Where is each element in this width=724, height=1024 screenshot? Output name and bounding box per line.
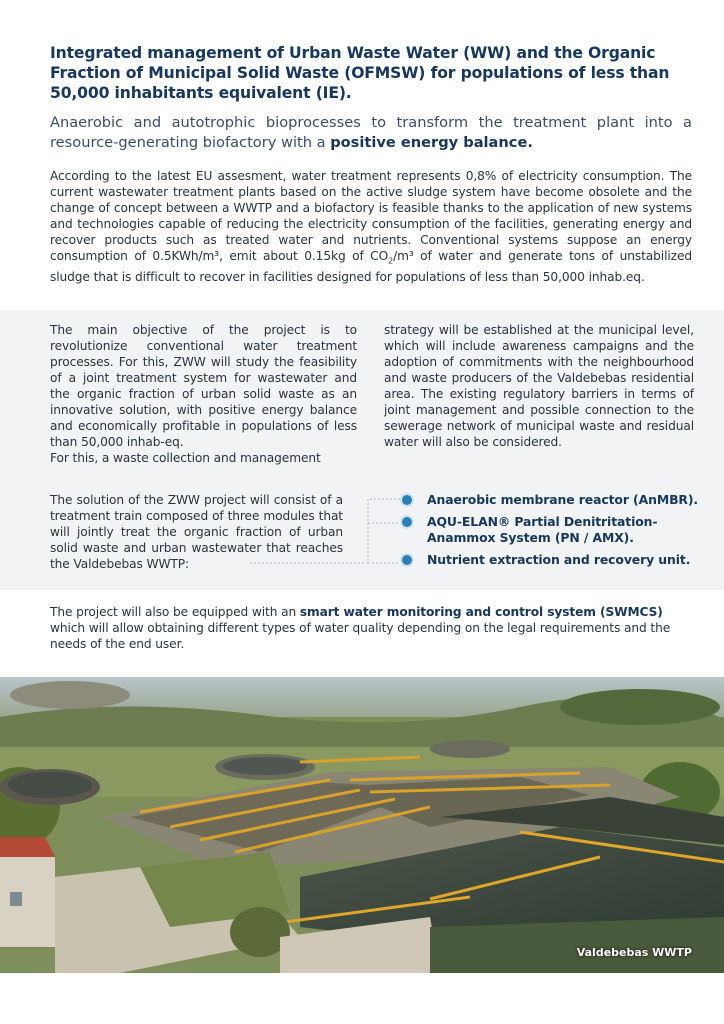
module-item-nutrient <box>402 552 712 568</box>
bullet-icon <box>402 555 412 565</box>
closing-paragraph <box>50 604 694 652</box>
module-item-anmbr <box>402 492 712 508</box>
objective-right-column: strategy will be established at the municipal level, which will include awareness campaigns and the adoption of commitments with the neighbourhood and waste producers of the Valdebebas residential area. The existing regulatory barriers in terms of joint management and possible connection to the sewerage network of municipal waste and residual water will also be considered. <box>384 323 694 449</box>
subtitle <box>50 113 692 153</box>
subtitle-highlight: positive energy balance. <box>330 134 533 151</box>
photo-caption: Valdebebas WWTP <box>576 946 692 959</box>
objective-main-text: The main objective of the project is to revolutionize conventional water treatment processes. For this, ZWW will study the feasibility of a joint treatment system for wastewater and the organic fraction of urban solid waste as an innovative solution, with positive energy balance and economically profitable in populations of less than 50,000 inhab-eq. <box>50 323 357 449</box>
module-item-pn-amx <box>402 514 712 546</box>
module-label: AQU-ELAN® Partial Denitritation-Anammox System (PN / AMX). <box>427 514 658 545</box>
intro-text-2: /m³ of water and generate tons of unstabilized sludge that is difficult to recover in facilities designed for populations of less than 50,000 inhab.eq. <box>50 249 692 285</box>
objective-tail-text: For this, a waste collection and management <box>50 451 321 465</box>
module-connector-lines <box>250 495 410 565</box>
wwtp-photo <box>0 677 724 973</box>
objective-left-column <box>50 322 357 466</box>
wwtp-aerial-illustration <box>0 677 724 973</box>
intro-paragraph <box>50 168 692 285</box>
module-label: Nutrient extraction and recovery unit. <box>427 552 691 567</box>
solution-paragraph: The solution of the ZWW project will consist of a treatment train composed of three modules that will jointly treat the organic fraction of urban solid waste and urban wastewater that reaches the Valdebebas WWTP: <box>50 493 343 571</box>
closing-text-end: which will allow obtaining different types of water quality depending on the legal requirements and the needs of the end user. <box>50 621 671 651</box>
closing-text-start: The project will also be equipped with an <box>50 605 300 619</box>
co2-subscript: 2 <box>388 256 394 266</box>
intro-text-1: According to the latest EU assesment, water treatment represents 0,8% of electricity consumption. The current wastewater treatment plants based on the active sludge system have become obsolete and the change of concept between a WWTP and a biofactory is feasible thanks to the application of new systems and technologies capable of reducing the electricity consumption of the facilities, generating energy and recover products such as treated water and nutrients. Conventional systems suppose an energy consumption of 0.5KWh/m³, emit about 0.15kg of CO <box>50 169 692 263</box>
bullet-icon <box>402 517 412 527</box>
subtitle-text: Anaerobic and autotrophic bioprocesses to transform the treatment plant into a resource-generating biofactory with a <box>50 114 692 151</box>
module-list <box>402 490 712 568</box>
bullet-icon <box>402 495 412 505</box>
page-title: Integrated management of Urban Waste Water (WW) and the Organic Fraction of Municipal Solid Waste (OFMSW) for populations of less than 50,000 inhabitants equivalent (IE). <box>50 44 670 102</box>
module-label: Anaerobic membrane reactor (AnMBR). <box>427 492 699 507</box>
closing-highlight: smart water monitoring and control system (SWMCS) <box>299 605 663 619</box>
